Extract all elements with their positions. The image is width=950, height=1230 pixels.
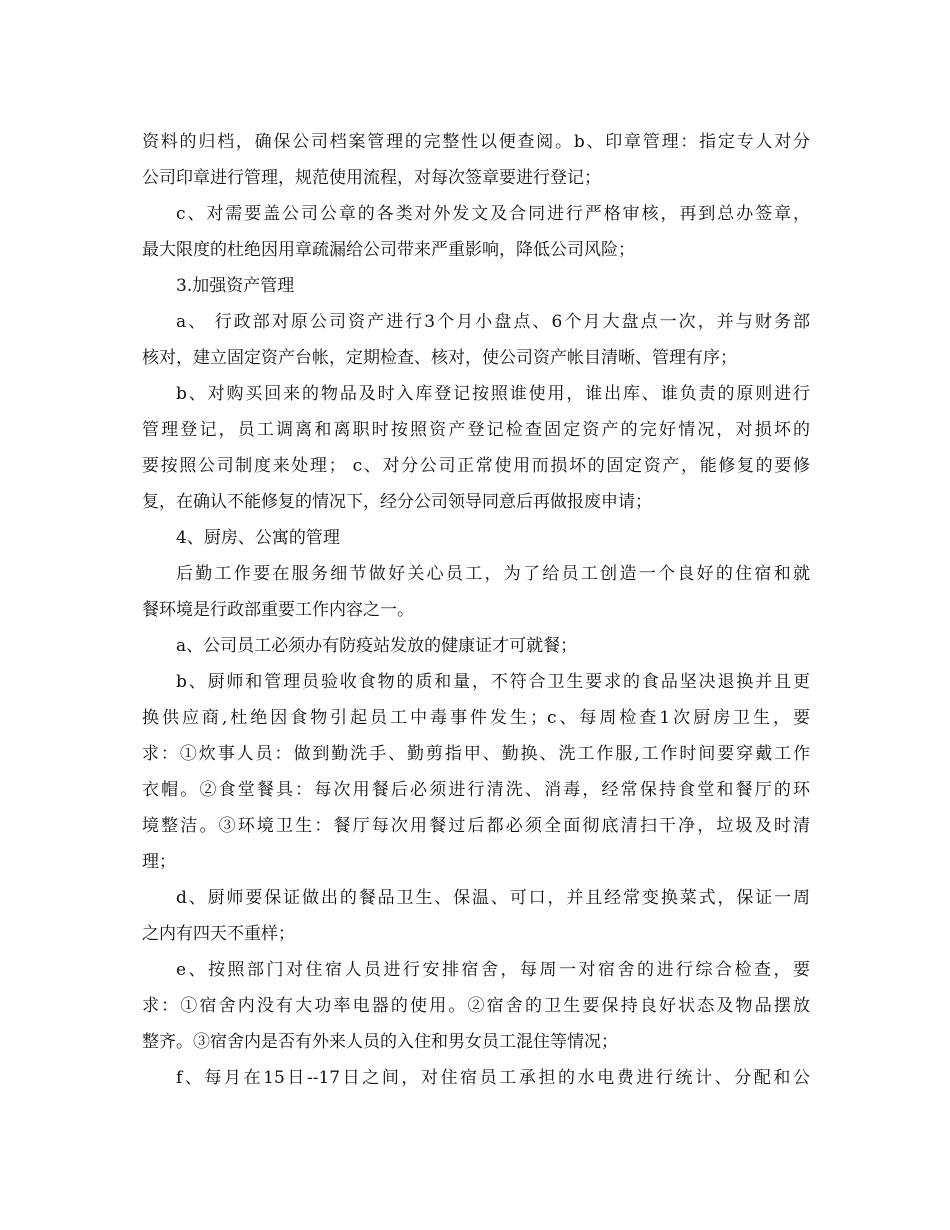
text-line: f、每月在15日--17日之间，对住宿员工承担的水电费进行统计、分配和公 [176, 1068, 810, 1088]
text-line: 管理登记，员工调离和离职时按照资产登记检查固定资产的完好情况，对损坏的 [142, 420, 810, 440]
text-line: b、厨师和管理员验收食物的质和量，不符合卫生要求的食品坚决退换并且更 [176, 672, 810, 692]
text-line: e、按照部门对住宿人员进行安排宿舍，每周一对宿舍的进行综合检查，要 [176, 960, 810, 980]
text-line: 资料的归档，确保公司档案管理的完整性以便查阅。b、印章管理：指定专人对分 [142, 132, 810, 152]
text-line: 之内有四天不重样； [142, 924, 295, 944]
text-line: d、厨师要保证做出的餐品卫生、保温、可口，并且经常变换菜式，保证一周 [176, 888, 810, 908]
text-line: 理； [142, 852, 176, 872]
text-line: 要按照公司制度来处理； c、对分公司正常使用而损坏的固定资产，能修复的要修 [142, 456, 810, 476]
text-line: 境整洁。③环境卫生：餐厅每次用餐过后都必须全面彻底清扫干净，垃圾及时清 [142, 816, 810, 836]
text-line: c、对需要盖公司公章的各类对外发文及合同进行严格审核，再到总办签章， [176, 204, 810, 224]
text-line: 复，在确认不能修复的情况下，经分公司领导同意后再做报废申请； [142, 492, 652, 512]
text-line: 公司印章进行管理，规范使用流程，对每次签章要进行登记； [142, 168, 601, 188]
text-line: b、对购买回来的物品及时入库登记按照谁使用，谁出库、谁负责的原则进行 [176, 384, 810, 404]
text-line: 求：①炊事人员：做到勤洗手、勤剪指甲、勤换、洗工作服,工作时间要穿戴工作 [142, 744, 810, 764]
text-line: 餐环境是行政部重要工作内容之一。 [142, 600, 414, 620]
text-line: 核对，建立固定资产台帐，定期检查、核对，使公司资产帐目清晰、管理有序； [142, 348, 737, 368]
text-line: 衣帽。②食堂餐具：每次用餐后必须进行清洗、消毒，经常保持食堂和餐厅的环 [142, 780, 810, 800]
text-line: 求：①宿舍内没有大功率电器的使用。②宿舍的卫生要保持良好状态及物品摆放 [142, 996, 810, 1016]
text-line: a、 行政部对原公司资产进行3个月小盘点、6个月大盘点一次，并与财务部 [176, 312, 810, 332]
text-line: 换供应商,杜绝因食物引起员工中毒事件发生；c、每周检查1次厨房卫生，要 [142, 708, 810, 728]
text-line: 4、厨房、公寓的管理 [176, 528, 340, 548]
text-line: 后勤工作要在服务细节做好关心员工，为了给员工创造一个良好的住宿和就 [176, 564, 810, 584]
text-line: 最大限度的杜绝因用章疏漏给公司带来严重影响，降低公司风险； [142, 240, 635, 260]
text-line: 3.加强资产管理 [176, 276, 295, 296]
text-line: 整齐。③宿舍内是否有外来人员的入住和男女员工混住等情况； [142, 1032, 618, 1052]
document-body [142, 124, 810, 1096]
text-line: a、公司员工必须办有防疫站发放的健康证才可就餐； [176, 636, 578, 656]
